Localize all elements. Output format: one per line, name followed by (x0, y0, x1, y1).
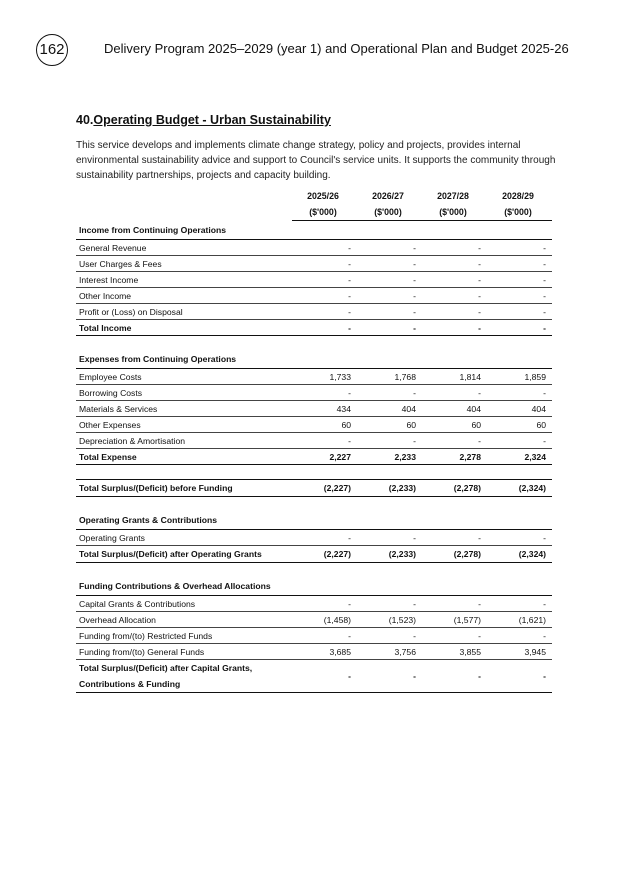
page-header (36, 34, 596, 68)
section-label: Operating Grants & Contributions (76, 511, 552, 530)
header-blank (76, 188, 292, 204)
cell-value: (2,324) (487, 480, 552, 497)
cell-value: - (422, 304, 487, 320)
cell-value: - (292, 320, 357, 336)
row-label: Total Surplus/(Deficit) before Funding (76, 480, 292, 497)
section-intro: This service develops and implements climate change strategy, policy and projects, provides internal environmental sustainability advice and support to Council's service units. It supports the community through sustainability partnerships, projects and capacity building. (76, 140, 556, 181)
cell-value: 3,756 (357, 644, 422, 660)
cell-value: - (422, 320, 487, 336)
cell-value: - (422, 385, 487, 401)
row-label: Interest Income (76, 272, 292, 288)
cell-value: 3,855 (422, 644, 487, 660)
spacer-cell (76, 563, 552, 578)
cell-value: - (292, 288, 357, 304)
row-label: Employee Costs (76, 369, 292, 385)
row-label: Operating Grants (76, 530, 292, 546)
cell-value: 3,685 (292, 644, 357, 660)
year-header: 2026/27 (372, 191, 404, 201)
cell-value: - (487, 320, 552, 336)
cell-value: - (292, 385, 357, 401)
total-income-row (76, 320, 552, 336)
row-label (76, 660, 292, 693)
row-label: Capital Grants & Contributions (76, 596, 292, 612)
table-row (76, 304, 552, 320)
cell-value: - (357, 320, 422, 336)
row-label: Total Income (76, 320, 292, 336)
section-title: Operating Budget - Urban Sustainability (93, 113, 331, 127)
row-label: Funding from/(to) General Funds (76, 644, 292, 660)
table-row (76, 612, 552, 628)
cell-value: - (357, 256, 422, 272)
row-label: Other Expenses (76, 417, 292, 433)
row-label: Overhead Allocation (76, 612, 292, 628)
cell-value: - (422, 433, 487, 449)
cell-value: 2,278 (422, 449, 487, 465)
cell-value: - (357, 596, 422, 612)
row-label-line: Total Surplus/(Deficit) after Capital Grants, (79, 663, 253, 673)
cell-value: - (357, 240, 422, 256)
spacer-cell (76, 497, 552, 512)
cell-value: - (357, 660, 422, 693)
table-row (76, 433, 552, 449)
row-label: Profit or (Loss) on Disposal (76, 304, 292, 320)
cell-value: - (487, 385, 552, 401)
cell-value: 1,859 (487, 369, 552, 385)
budget-table (76, 188, 552, 693)
cell-value: - (422, 596, 487, 612)
cell-value: (2,233) (357, 546, 422, 563)
cell-value: - (292, 596, 357, 612)
table-row (76, 530, 552, 546)
grants-heading (76, 511, 552, 530)
cell-value: (2,324) (487, 546, 552, 563)
row-label: Total Surplus/(Deficit) after Operating Grants (76, 546, 292, 563)
cell-value: (2,233) (357, 480, 422, 497)
table-row (76, 417, 552, 433)
document-title: Delivery Program 2025–2029 (year 1) and Operational Plan and Budget 2025-26 (104, 41, 569, 56)
table-row (76, 240, 552, 256)
cell-value: (2,227) (292, 546, 357, 563)
cell-value: - (422, 530, 487, 546)
page-number: 162 (36, 34, 68, 66)
cell-value: - (487, 530, 552, 546)
cell-value: 404 (422, 401, 487, 417)
cell-value: - (357, 628, 422, 644)
cell-value: 3,945 (487, 644, 552, 660)
row-label-line: Contributions & Funding (79, 679, 181, 689)
row-label: Materials & Services (76, 401, 292, 417)
cell-value: 404 (357, 401, 422, 417)
row-label: Borrowing Costs (76, 385, 292, 401)
row-label: Funding from/(to) Restricted Funds (76, 628, 292, 644)
row-label: Total Expense (76, 449, 292, 465)
year-header: 2027/28 (437, 191, 469, 201)
cell-value: - (357, 304, 422, 320)
cell-value: 404 (487, 401, 552, 417)
cell-value: - (422, 240, 487, 256)
cell-value: - (487, 304, 552, 320)
cell-value: (2,278) (422, 546, 487, 563)
expense-heading (76, 350, 552, 369)
header-blank (76, 204, 292, 221)
cell-value: (2,227) (292, 480, 357, 497)
cell-value: 60 (422, 417, 487, 433)
cell-value: - (357, 288, 422, 304)
cell-value: 1,768 (357, 369, 422, 385)
cell-value: - (357, 530, 422, 546)
cell-value: - (487, 433, 552, 449)
cell-value: - (292, 530, 357, 546)
cell-value: 1,814 (422, 369, 487, 385)
table-row (76, 596, 552, 612)
cell-value: - (292, 240, 357, 256)
spacer-cell (76, 336, 552, 351)
cell-value: 434 (292, 401, 357, 417)
spacer-row (76, 336, 552, 351)
cell-value: (1,577) (422, 612, 487, 628)
table-row (76, 644, 552, 660)
unit-header: ($'000) (357, 204, 422, 221)
table-row (76, 272, 552, 288)
cell-value: - (422, 628, 487, 644)
spacer-row (76, 497, 552, 512)
surplus-after-grants-row (76, 546, 552, 563)
cell-value: - (292, 660, 357, 693)
year-header: 2025/26 (307, 191, 339, 201)
cell-value: - (487, 256, 552, 272)
spacer-cell (76, 465, 552, 480)
spacer-row (76, 465, 552, 480)
cell-value: 2,324 (487, 449, 552, 465)
table-row (76, 369, 552, 385)
unit-header: ($'000) (292, 204, 357, 221)
cell-value: - (357, 272, 422, 288)
cell-value: 1,733 (292, 369, 357, 385)
cell-value: (2,278) (422, 480, 487, 497)
section-number: 40. (76, 113, 94, 127)
funding-heading (76, 577, 552, 596)
cell-value: 2,227 (292, 449, 357, 465)
cell-value: - (292, 628, 357, 644)
year-header: 2028/29 (502, 191, 534, 201)
income-heading (76, 221, 552, 240)
cell-value: 60 (357, 417, 422, 433)
year-header-row (76, 188, 552, 204)
row-label: User Charges & Fees (76, 256, 292, 272)
row-label: Other Income (76, 288, 292, 304)
spacer-row (76, 563, 552, 578)
cell-value: - (292, 433, 357, 449)
cell-value: (1,523) (357, 612, 422, 628)
cell-value: - (357, 433, 422, 449)
cell-value: - (487, 596, 552, 612)
cell-value: - (292, 304, 357, 320)
table-row (76, 401, 552, 417)
cell-value: - (422, 272, 487, 288)
surplus-before-funding-row (76, 480, 552, 497)
unit-header: ($'000) (487, 204, 552, 221)
table-row (76, 628, 552, 644)
row-label: Depreciation & Amortisation (76, 433, 292, 449)
cell-value: - (292, 272, 357, 288)
unit-header-row (76, 204, 552, 221)
cell-value: - (487, 288, 552, 304)
cell-value: - (292, 256, 357, 272)
table-row (76, 288, 552, 304)
final-total-row (76, 660, 552, 693)
cell-value: 60 (487, 417, 552, 433)
cell-value: (1,621) (487, 612, 552, 628)
cell-value: - (487, 240, 552, 256)
row-label: General Revenue (76, 240, 292, 256)
cell-value: - (422, 256, 487, 272)
section-label: Income from Continuing Operations (76, 221, 552, 240)
cell-value: 60 (292, 417, 357, 433)
unit-header: ($'000) (422, 204, 487, 221)
section-heading (76, 113, 331, 127)
table-row (76, 256, 552, 272)
cell-value: (1,458) (292, 612, 357, 628)
cell-value: - (422, 288, 487, 304)
table-row (76, 385, 552, 401)
total-expense-row (76, 449, 552, 465)
cell-value: - (487, 660, 552, 693)
cell-value: - (422, 660, 487, 693)
cell-value: - (487, 272, 552, 288)
cell-value: - (357, 385, 422, 401)
section-label: Expenses from Continuing Operations (76, 350, 552, 369)
section-label: Funding Contributions & Overhead Allocations (76, 577, 552, 596)
cell-value: - (487, 628, 552, 644)
cell-value: 2,233 (357, 449, 422, 465)
